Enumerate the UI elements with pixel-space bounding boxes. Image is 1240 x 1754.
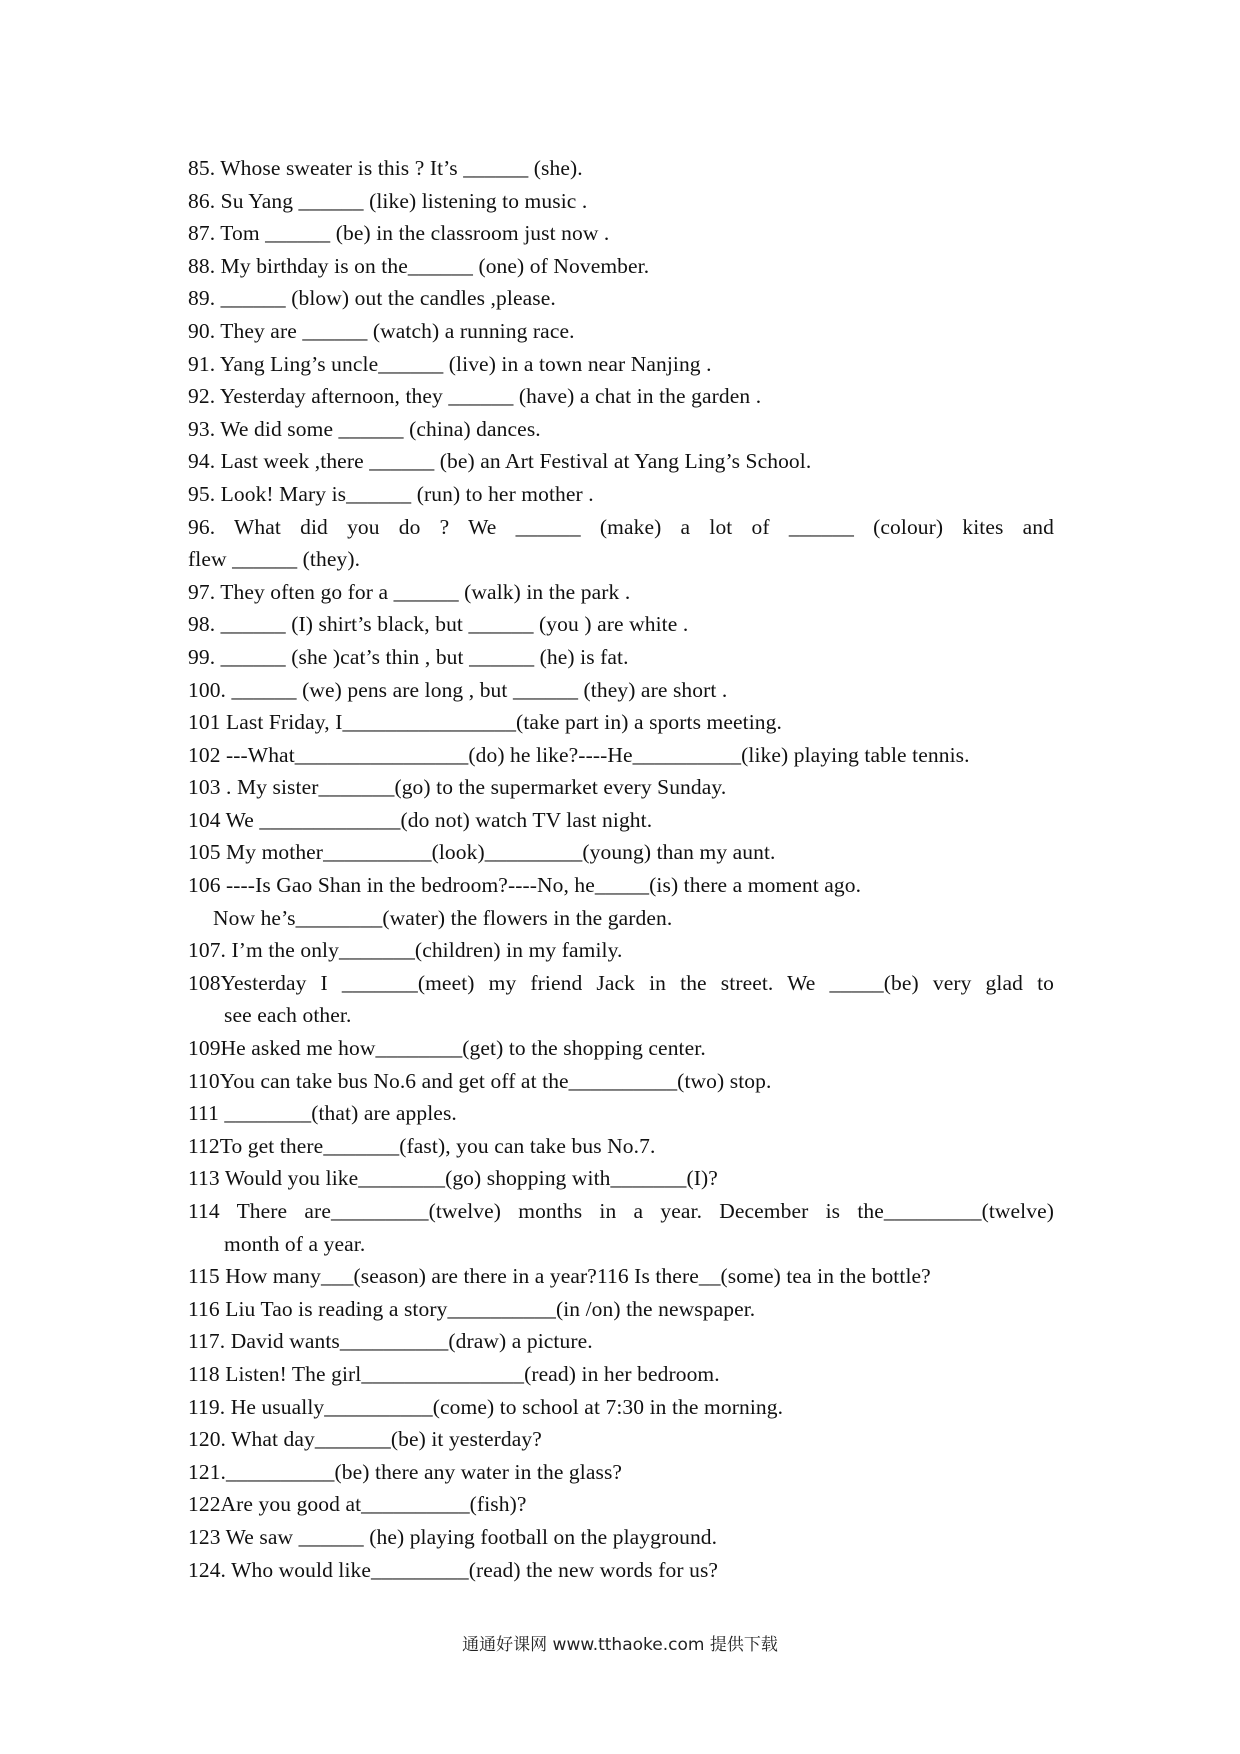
exercise-line: 124. Who would like_________(read) the new words for us? [188, 1557, 719, 1582]
exercise-line: 87. Tom ______ (be) in the classroom just now . [188, 221, 610, 246]
exercise-line: 96. What did you do ? We ______ (make) a lot of ______ (colour) kites and [188, 514, 1054, 539]
exercise-line: 97. They often go for a ______ (walk) in the park . [188, 579, 631, 604]
exercise-line: 92. Yesterday afternoon, they ______ (have) a chat in the garden . [188, 384, 762, 409]
exercise-line: 120. What day_______(be) it yesterday? [188, 1427, 542, 1452]
exercise-line: 114 There are_________(twelve) months in a year. December is the_________(twelve) [188, 1199, 1054, 1223]
exercise-line: 119. He usually__________(come) to school at 7:30 in the morning. [188, 1394, 784, 1419]
exercise-line-continuation: month of a year. [224, 1231, 366, 1256]
exercise-line: 98. ______ (I) shirt’s black, but ______ (you ) are white . [188, 612, 689, 637]
exercise-line: 108Yesterday I _______(meet) my friend Jack in the street. We _____(be) very glad to [188, 970, 1054, 995]
exercise-line: 93. We did some ______ (china) dances. [188, 416, 541, 441]
exercise-line: 100. ______ (we) pens are long , but ______ (they) are short . [188, 677, 728, 702]
exercise-line: 86. Su Yang ______ (like) listening to music . [188, 188, 588, 213]
exercise-line-continuation: Now he’s________(water) the flowers in the garden. [213, 905, 673, 930]
exercise-line: 116 Liu Tao is reading a story__________(in /on) the newspaper. [188, 1296, 756, 1321]
exercise-line: 103 . My sister_______(go) to the supermarket every Sunday. [188, 775, 727, 800]
exercise-line: 122Are you good at__________(fish)? [188, 1492, 527, 1517]
exercise-line: 112To get there_______(fast), you can take bus No.7. [188, 1133, 656, 1158]
exercise-line: 91. Yang Ling’s uncle______ (live) in a town near Nanjing . [188, 351, 712, 376]
exercise-line: 115 How many___(season) are there in a year?116 Is there__(some) tea in the bottle? [188, 1264, 931, 1289]
exercise-line: 109He asked me how________(get) to the shopping center. [188, 1036, 706, 1061]
exercise-line: 118 Listen! The girl_______________(read) in her bedroom. [188, 1361, 720, 1386]
exercise-line: 104 We _____________(do not) watch TV last night. [188, 807, 653, 832]
exercise-line: 107. I’m the only_______(children) in my family. [188, 938, 623, 963]
exercise-line: 106 ----Is Gao Shan in the bedroom?----No, he_____(is) there a moment ago. [188, 873, 862, 898]
exercise-line: 117. David wants__________(draw) a picture. [188, 1329, 593, 1354]
exercise-line: 85. Whose sweater is this ? It’s ______ (she). [188, 156, 583, 180]
exercise-line: 113 Would you like________(go) shopping with_______(I)? [188, 1166, 718, 1191]
exercise-line: 123 We saw ______ (he) playing football on the playground. [188, 1524, 718, 1549]
exercise-line: 88. My birthday is on the______ (one) of November. [188, 253, 650, 278]
exercise-line-continuation: see each other. [224, 1003, 352, 1028]
exercise-line: 110You can take bus No.6 and get off at the__________(two) stop. [188, 1068, 772, 1093]
exercise-line: 105 My mother__________(look)_________(young) than my aunt. [188, 840, 776, 865]
exercise-line: 121.__________(be) there any water in the glass? [188, 1459, 623, 1484]
exercise-line: 99. ______ (she )cat’s thin , but ______ (he) is fat. [188, 644, 629, 669]
exercise-line: 90. They are ______ (watch) a running race. [188, 318, 575, 343]
exercise-line: 94. Last week ,there ______ (be) an Art Festival at Yang Ling’s School. [188, 449, 812, 474]
exercise-line: 111 ________(that) are apples. [188, 1101, 457, 1126]
exercise-list [188, 152, 1054, 1586]
exercise-line: 89. ______ (blow) out the candles ,please. [188, 286, 556, 311]
exercise-line: 101 Last Friday, I________________(take part in) a sports meeting. [188, 710, 782, 735]
exercise-line: 95. Look! Mary is______ (run) to her mother . [188, 481, 594, 506]
exercise-line: 102 ---What________________(do) he like?----He__________(like) playing table tennis. [188, 742, 970, 767]
page-footer: 通通好课网 www.tthaoke.com 提供下载 [462, 1635, 778, 1655]
exercise-line-continuation: flew ______ (they). [188, 547, 361, 572]
